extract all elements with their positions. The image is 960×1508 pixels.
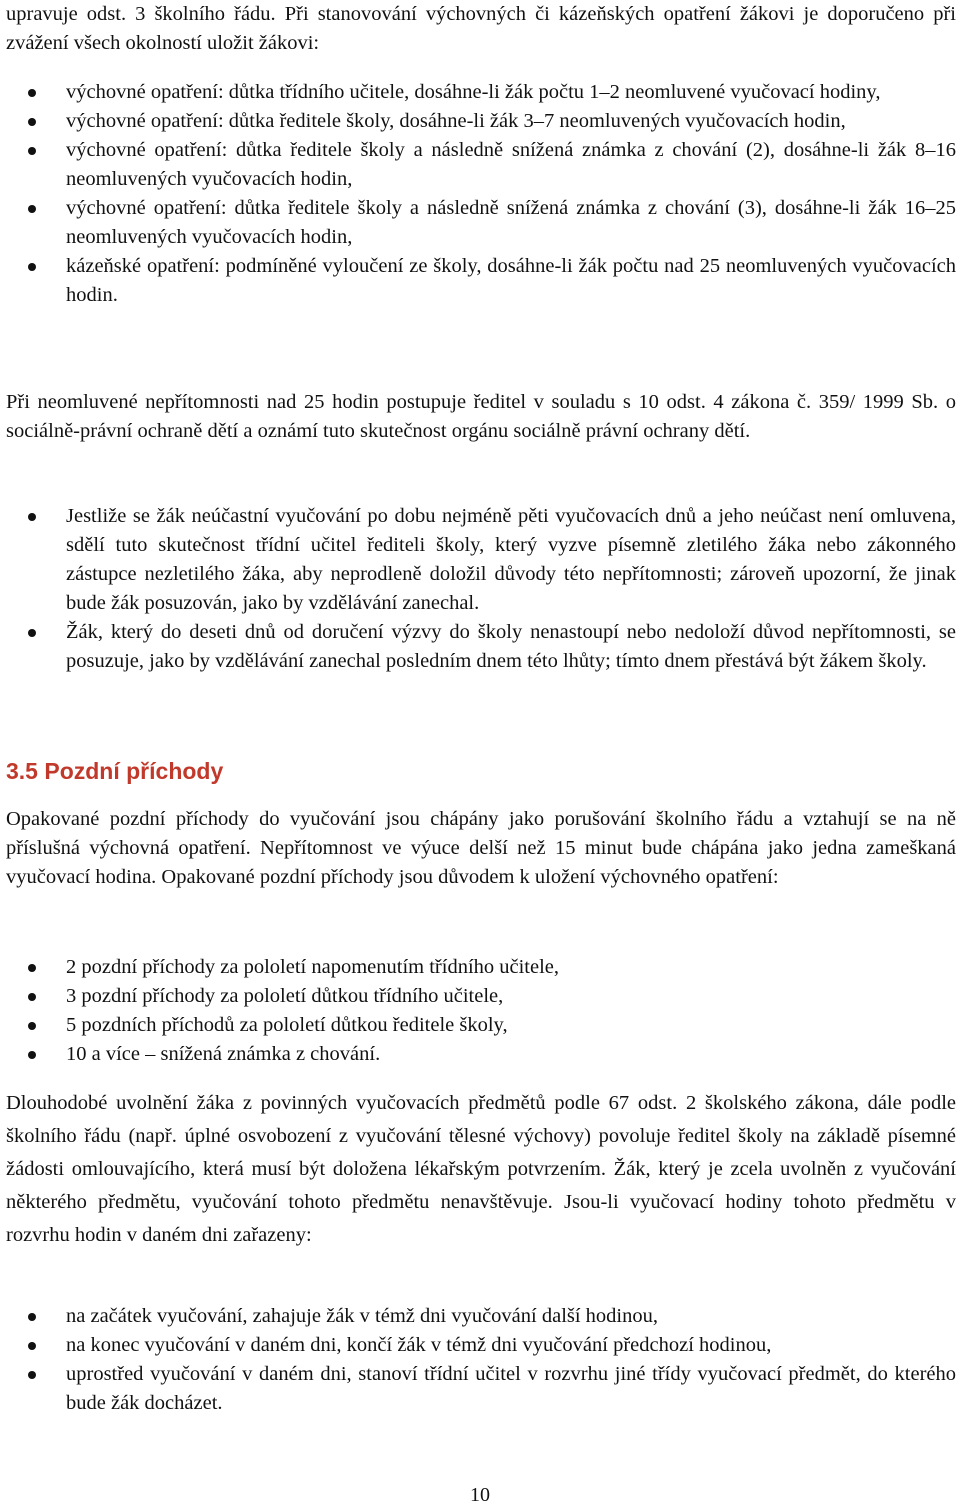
bullet-icon — [28, 629, 36, 637]
intro-paragraph: upravuje odst. 3 školního řádu. Při stanovování výchovných či kázeňských opatření žákovi je doporučeno při zvážení všech okolností uložit žákovi: — [6, 3, 956, 54]
bullet-icon — [28, 1371, 36, 1379]
bullet-icon — [28, 205, 36, 213]
measures-list — [6, 78, 956, 310]
list-item: Jestliže se žák neúčastní vyučování po dobu nejméně pěti vyučovacích dnů a jeho neúčast není omluvena, sdělí tuto skutečnost třídní učitel řediteli školy, který vyzve písemně zletilého žáka nebo zákonného zástupce nezletilého žáka, aby neprodleně doložil důvody této nepřítomnosti; zároveň upozorní, že jinak bude žák posuzován, jako by vzdělávání zanechal. — [6, 502, 956, 618]
list-item: na začátek vyučování, zahajuje žák v témž dni vyučování další hodinou, — [6, 1302, 956, 1331]
late-arrivals-list — [6, 953, 956, 1069]
bullet-icon — [28, 993, 36, 1001]
bullet-icon — [28, 1022, 36, 1030]
list-item: výchovné opatření: důtka ředitele školy a následně snížená známka z chování (3), dosáhne-li žák 16–25 neomluvených vyučovacích hodin, — [6, 194, 956, 252]
absence-paragraph: Při neomluvené nepřítomnosti nad 25 hodin postupuje ředitel v souladu s 10 odst. 4 zákona č. 359/ 1999 Sb. o sociálně-právní ochraně dětí a oznámí tuto skutečnost orgánu sociálně právní ochrany dětí. — [6, 391, 956, 442]
list-item: na konec vyučování v daném dni, končí žák v témž dni vyučování předchozí hodinou, — [6, 1331, 956, 1360]
bullet-icon — [28, 1313, 36, 1321]
bullet-icon — [28, 1342, 36, 1350]
bullet-icon — [28, 89, 36, 97]
bullet-icon — [28, 1051, 36, 1059]
list-item: Žák, který do deseti dnů od doručení výzvy do školy nenastoupí nebo nedoloží důvod nepřítomnosti, se posuzuje, jako by vzdělávání zanechal posledním dnem této lhůty; tímto dnem přestává být žákem školy. — [6, 618, 956, 676]
schedule-list — [6, 1302, 956, 1418]
exemption-paragraph: Dlouhodobé uvolnění žáka z povinných vyučovacích předmětů podle 67 odst. 2 školského zákona, dále podle školního řádu (např. úplné osvobození z vyučování tělesné výchovy) povoluje ředitel školy na základě písemné žádosti omlouvajícího, která musí být doložena lékařským potvrzením. Žák, který je zcela uvolněn z vyučování některého předmětu, vyučování tohoto předmětu nenavštěvuje. Jsou-li vyučovací hodiny tohoto předmětu v rozvrhu hodin v daném dni zařazeny: — [6, 1092, 956, 1246]
list-item: 10 a více – snížená známka z chování. — [6, 1040, 956, 1069]
bullet-icon — [28, 118, 36, 126]
list-item: 2 pozdní příchody za pololetí napomenutím třídního učitele, — [6, 953, 956, 982]
late-arrivals-paragraph: Opakované pozdní příchody do vyučování jsou chápány jako porušování školního řádu a vztahují se na ně příslušná výchovná opatření. Nepřítomnost ve výuce delší než 15 minut bude chápána jako jedna zameškaná vyučovací hodina. Opakované pozdní příchody jsou důvodem k uložení výchovného opatření: — [6, 808, 956, 888]
bullet-icon — [28, 964, 36, 972]
five-days-list — [6, 502, 956, 676]
list-item: výchovné opatření: důtka třídního učitele, dosáhne-li žák počtu 1–2 neomluvené vyučovací hodiny, — [6, 78, 956, 107]
section-heading: 3.5 Pozdní příchody — [6, 758, 224, 784]
list-item: výchovné opatření: důtka ředitele školy, dosáhne-li žák 3–7 neomluvených vyučovacích hodin, — [6, 107, 956, 136]
bullet-icon — [28, 147, 36, 155]
list-item: výchovné opatření: důtka ředitele školy a následně snížená známka z chování (2), dosáhne-li žák 8–16 neomluvených vyučovacích hodin, — [6, 136, 956, 194]
bullet-icon — [28, 513, 36, 521]
list-item: 5 pozdních příchodů za pololetí důtkou ředitele školy, — [6, 1011, 956, 1040]
list-item: kázeňské opatření: podmíněné vyloučení ze školy, dosáhne-li žák počtu nad 25 neomluvených vyučovacích hodin. — [6, 252, 956, 310]
page-number: 10 — [470, 1484, 490, 1506]
list-item: 3 pozdní příchody za pololetí důtkou třídního učitele, — [6, 982, 956, 1011]
list-item: uprostřed vyučování v daném dni, stanoví třídní učitel v rozvrhu jiné třídy vyučovací předmět, do kterého bude žák docházet. — [6, 1360, 956, 1418]
bullet-icon — [28, 263, 36, 271]
